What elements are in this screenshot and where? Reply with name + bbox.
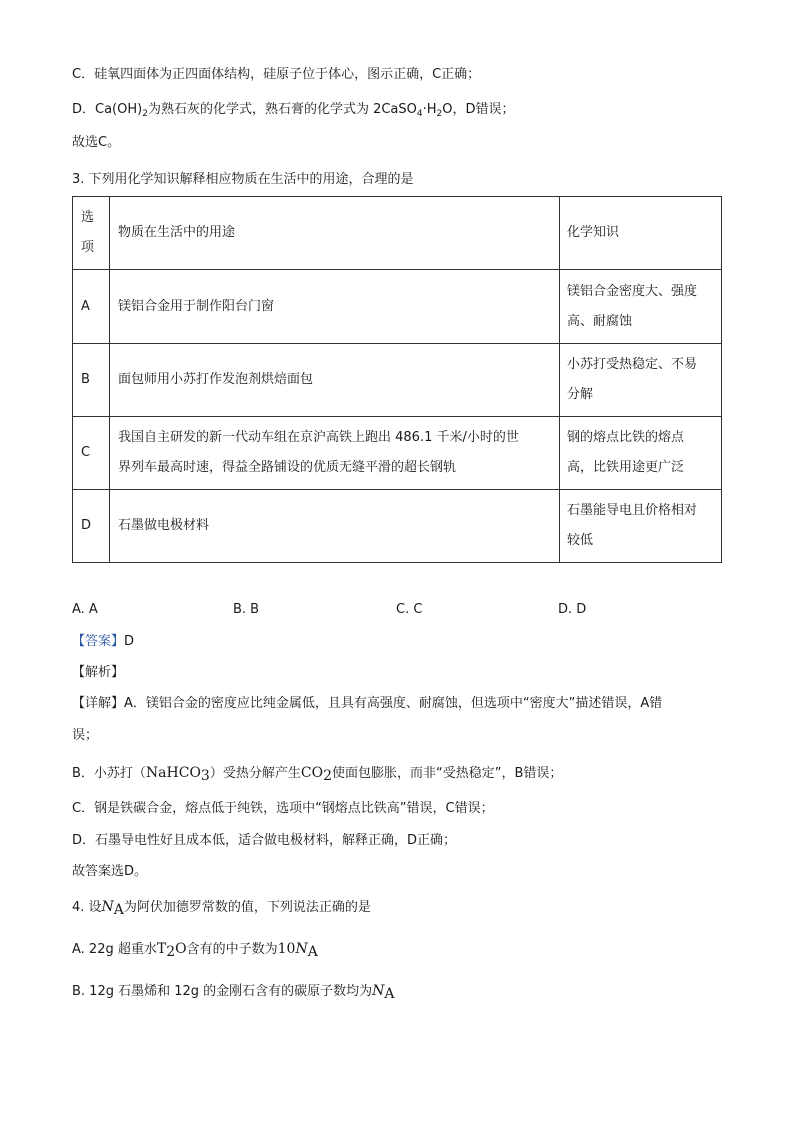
prev-conclusion: 故选C。: [72, 135, 121, 150]
prev-line-d: D．$Ca(OH)_2$为熟石灰的化学式，熟石膏的化学式为 $2CaSO_4\cdot H_2O$，D错误；: [72, 102, 515, 119]
detail-a-line2: 误；: [72, 728, 99, 743]
choice-a: A. A: [72, 602, 98, 617]
row-option: A: [73, 270, 110, 344]
row-knowledge: 石墨能导电且价格相对 较低: [560, 490, 722, 563]
answer-label: 【答案】: [72, 634, 125, 649]
header-knowledge-cell: 化学知识: [560, 197, 722, 270]
row-option: D: [73, 490, 110, 563]
choice-b: B. B: [233, 602, 260, 617]
row-use: 面包师用小苏打作发泡剂烘焙面包: [110, 344, 560, 417]
row-knowledge: 小苏打受热稳定、不易 分解: [560, 344, 722, 417]
table-row: [73, 270, 722, 344]
row-use: 我国自主研发的新一代动车组在京沪高铁上跑出 486.1 千米/小时的世 界列车最高时速，得益全路铺设的优质无缝平滑的超长钢轨: [110, 417, 560, 490]
row-use: 石墨做电极材料: [110, 490, 560, 563]
q3-options-table: [72, 196, 722, 563]
row-knowledge: 钢的熔点比铁的熔点 高，比铁用途更广泛: [560, 417, 722, 490]
detail-b: B．小苏打（NaHCO$_3$）受热分解产生$CO_2$使面包膨胀，而非“受热稳定”，B错误；: [72, 765, 563, 784]
table-row: [73, 490, 722, 563]
table-header-row: [73, 197, 722, 270]
detail-d: D．石墨导电性好且成本低，适合做电极材料，解释正确，D正确；: [72, 833, 457, 848]
q4-stem: 4. 设$N_A$为阿伏加德罗常数的值，下列说法正确的是: [72, 899, 371, 918]
row-option: C: [73, 417, 110, 490]
header-use-cell: 物质在生活中的用途: [110, 197, 560, 270]
answer-value: D: [124, 634, 135, 649]
row-knowledge: 镁铝合金密度大、强度 高、耐腐蚀: [560, 270, 722, 344]
choice-c: C. C: [396, 602, 423, 617]
detail-c: C．钢是铁碳合金，熔点低于纯铁，选项中“钢熔点比铁高”错误，C错误；: [72, 801, 494, 816]
table-row: [73, 417, 722, 490]
analysis-label: 【解析】: [72, 665, 125, 680]
header-option-cell: 选 项: [73, 197, 110, 270]
q3-conclusion: 故答案选D。: [72, 864, 148, 879]
table-row: [73, 344, 722, 417]
answer-line: [72, 633, 134, 651]
q3-stem: 3. 下列用化学知识解释相应物质在生活中的用途，合理的是: [72, 172, 414, 187]
prev-line-c: C．硅氧四面体为正四面体结构，硅原子位于体心，图示正确，C正确；: [72, 67, 481, 82]
q4-option-a: A. 22g 超重水$T_2O$含有的中子数为$10N_A$: [72, 941, 318, 960]
detail-a-line1: 【详解】A．镁铝合金的密度应比纯金属低，且具有高强度、耐腐蚀，但选项中“密度大”描述错误，A错: [72, 696, 663, 711]
q4-option-b: B. 12g 石墨烯和 12g 的金刚石含有的碳原子数均为$N_A$: [72, 983, 395, 1002]
row-use: 镁铝合金用于制作阳台门窗: [110, 270, 560, 344]
row-option: B: [73, 344, 110, 417]
choice-d: D. D: [558, 602, 587, 617]
